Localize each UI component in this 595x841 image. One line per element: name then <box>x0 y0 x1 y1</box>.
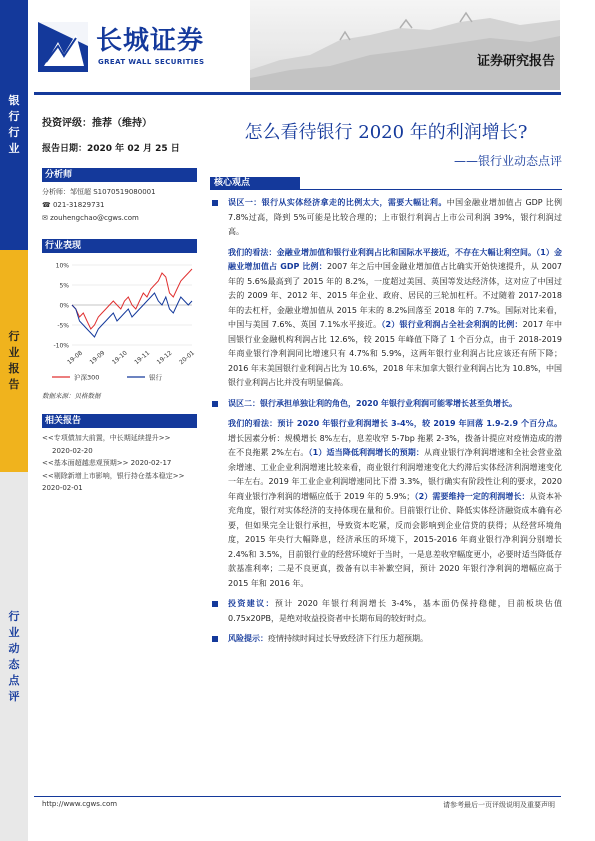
email-icon: ✉ <box>42 214 48 222</box>
core-views-divider <box>210 189 562 190</box>
footer-disclaimer: 请参考最后一页评级说明及重要声明 <box>443 801 555 809</box>
view-2-heading: 我们的看法：预计 2020 年银行业利润增长 3-4%，较 2019 年回落 1.9-2.9 个百分点。 <box>228 419 562 428</box>
band-bank-char: 业 <box>8 142 20 155</box>
series-line-bank <box>72 293 192 337</box>
logo-english-name: GREAT WALL SECURITIES <box>98 58 205 66</box>
y-tick-label: 0% <box>59 302 69 310</box>
related-report-link[interactable]: <<剔除新增上市影响，银行持仓基本稳定>> 2020-02-01 <box>42 471 185 492</box>
footer-divider <box>34 796 561 797</box>
legend-label: 银行 <box>149 373 162 382</box>
x-tick-label: 20-01 <box>178 349 196 367</box>
view-2 <box>210 417 562 591</box>
band-bank-char: 行 <box>8 110 20 123</box>
band-commentary-char: 动 <box>8 641 20 655</box>
band-commentary-char: 业 <box>8 625 20 639</box>
risk-warning-text: 疫情持续时间过长导致经济下行压力超预期。 <box>268 634 428 643</box>
view-1 <box>210 246 562 391</box>
header-divider <box>34 92 561 95</box>
view-1-heading: 我们的看法：金融业增加值和银行业利润占比和国际水平接近，不存在大幅让利空间。（1）金融业增加值占 GDP 比例： <box>228 247 562 271</box>
phone-icon: ☎ <box>42 201 51 209</box>
view-2-subheading-1: （1）适当降低利润增长的预期： <box>308 448 424 457</box>
performance-chart-svg <box>42 259 197 389</box>
misconception-2-heading: 误区二：银行承担单独让利的角色，2020 年银行业利润可能零增长甚至负增长。 <box>228 398 518 408</box>
band-industry-report-char: 业 <box>8 346 20 359</box>
footer-website-link[interactable]: http://www.cgws.com <box>42 800 118 808</box>
report-date: 报告日期：2020 年 02 月 25 日 <box>42 144 180 154</box>
logo-chinese-name: 长城证券 <box>96 26 205 56</box>
y-tick-label: 5% <box>59 282 69 290</box>
sidebar-band-bank <box>0 0 28 250</box>
related-reports-head: 相关报告 <box>42 414 197 428</box>
band-commentary-char: 行 <box>8 609 20 623</box>
misconception-1-text: 中国金融业增加值占 GDP 比例 7.8%过高，降到 5%可能是比较合理的；上市银行利润占上市公司利润 39%，银行利润过高。 <box>228 198 562 236</box>
legend-label: 沪深300 <box>74 373 100 382</box>
misconception-1 <box>210 196 562 240</box>
view-2-subheading-2: （2）需要维持一定的利润增长： <box>414 491 530 501</box>
analyst-section-head: 分析师 <box>42 168 197 182</box>
related-report-link[interactable]: <<基本面超越悲观预期>> 2020-02-17 <box>42 459 172 467</box>
investment-advice-text: 预计 2020 年银行利润增长 3-4%，基本面仍保持稳健，目前板块估值 0.75x20PB，是绝对收益投资者中长期布局的较好时点。 <box>228 599 563 623</box>
analyst-info <box>42 186 202 225</box>
y-tick-label: -5% <box>57 322 69 330</box>
band-commentary-char: 点 <box>8 673 20 687</box>
view-1-text-2: 2017 年中国银行业金融机构利润占比 12.6%，较 2015 年峰值下降了 1 个百分点，由于 2018-2019 年商业银行净利润同比增速只有 4.7%和 5.9%，这两年银行业利润占比应该还有所下降；2016 年末美国银行业利润占比为 10.6%，2018 年末加拿大银行业利润占比为 10.8%，中国银行业利润占比并没有明显偏高。 <box>228 320 562 387</box>
data-source: 数据来源：贝格数据 <box>42 392 101 400</box>
view-1-subheading: （2）银行业利润占全社会利润的比例： <box>381 320 523 329</box>
sidebar-band-industry-report <box>0 250 28 472</box>
logo-mark-icon <box>34 16 92 74</box>
y-tick-label: 10% <box>55 262 69 270</box>
band-industry-report-char: 报 <box>8 362 20 375</box>
left-column <box>42 100 202 495</box>
x-tick-label: 19-08 <box>66 349 84 367</box>
investment-advice <box>210 597 562 626</box>
investment-rating: 投资评级：推荐（维持） <box>42 118 152 129</box>
x-tick-label: 19-09 <box>88 349 107 367</box>
risk-warning-label: 风险提示： <box>228 634 268 643</box>
performance-section-head: 行业表现 <box>42 239 197 253</box>
y-tick-label: -10% <box>53 342 69 350</box>
report-subtitle: ——银行业动态点评 <box>453 154 562 168</box>
series-line-csi300 <box>72 269 192 329</box>
band-bank-char: 行 <box>8 126 20 139</box>
core-views-head: 核心观点 <box>210 177 300 190</box>
risk-warning <box>210 632 562 647</box>
great-wall-banner <box>250 0 560 90</box>
band-industry-report-char: 告 <box>8 378 20 391</box>
band-bank-char: 银 <box>8 94 20 107</box>
related-report-link[interactable]: <<专项债加大前置，中长期延续提升>> <box>42 434 171 442</box>
sidebar-band-industry-commentary <box>0 472 28 841</box>
main-content <box>210 100 562 647</box>
band-industry-report-char: 行 <box>8 330 20 343</box>
view-2-text-2: 从商业银行净利润增速和全社会营业盈余增速、工业企业利润增速比较来看，商业银行利润增速变化大约滞后实体经济利润增速变化一年左右。2019 年工业企业利润增速同比下滑 3.3%，银行确实有阶段性让利的要求，2020 年商业银行净利润的增幅应低于 2019 年的 5.9%； <box>228 448 562 501</box>
misconception-1-heading: 误区一：银行从实体经济拿走的比例太大，需要大幅让利。 <box>228 198 447 207</box>
x-tick-label: 19-11 <box>133 349 152 367</box>
x-tick-label: 19-10 <box>110 349 129 367</box>
related-report-date: 2020-02-20 <box>52 446 93 455</box>
analyst-name-label: 分析师： <box>42 188 70 196</box>
misconception-2 <box>210 397 562 412</box>
x-tick-label: 19-12 <box>155 349 174 367</box>
report-type-label: 证券研究报告 <box>476 54 555 69</box>
industry-performance-chart <box>42 259 197 389</box>
related-reports-list <box>42 432 202 495</box>
company-logo <box>34 12 244 82</box>
analyst-email-link[interactable]: zouhengchao@cgws.com <box>50 214 139 222</box>
view-1-text: 2007 年之后中国金融业增加值占比确实开始快速提升，从 2007 年的 5.6%最高到了 2015 年的 8.2%，一度超过美国、英国等发达经济体，这对应了中国过去的 2009 年、2012 年、2015 年企业、政府、居民的三轮加杠杆。不过随着 2017-2018 年的去杠杆，金融业增加值从 2015 年末的 8.2%回落至 2018 年的 7.7%。国际对比来看，中国与美国 7.6%、英国 7.1%水平接近。 <box>228 262 562 329</box>
view-2-text-3: 从资本补充角度，银行对实体经济的支持体现在量和价。目前银行让价、降低实体经济融资成本确有必要，但如果完全让银行承担，导致资本吃紧，反而会影响到企业信贷的获得；从经营环境角度，2015 年央行大幅降息，经济承压的环境下，2015-2016 年商业银行净利润分别增长 2.4%和 3.5%，目前银行业的经营环境好于当时，一是息差收窄幅度更小，必要时适当降低存款基准利率；二是不良更真，拨备有以丰补歉空间，预计 2020 年银行净利润的增幅应高于 2015 年和 2016 年。 <box>228 491 562 588</box>
band-commentary-char: 态 <box>8 657 20 671</box>
investment-advice-label: 投资建议： <box>228 599 275 608</box>
analyst-name: 邹恒超 S1070519080001 <box>70 188 156 196</box>
view-2-text: 增长因素分析：规模增长 8%左右，息差收窄 5-7bp 拖累 2-3%，拨备计提应对疫情造成的潜在不良拖累 2%左右。 <box>228 433 562 457</box>
band-commentary-char: 评 <box>8 689 20 703</box>
report-title: 怎么看待银行 2020 年的利润增长? <box>244 122 528 143</box>
analyst-phone: 021-31829731 <box>52 201 105 209</box>
